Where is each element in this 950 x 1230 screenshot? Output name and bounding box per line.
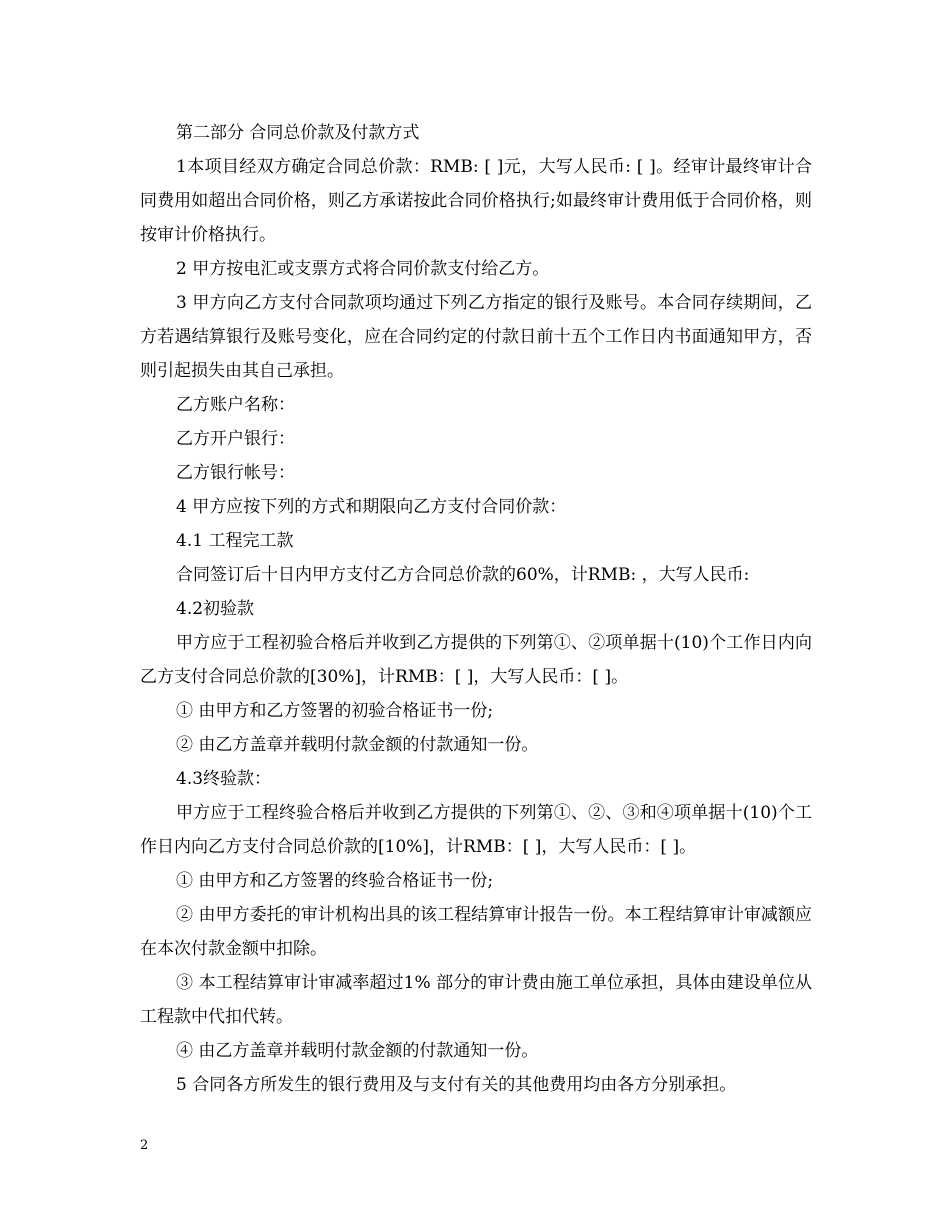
clause-4-2-item-1: ① 由甲方和乙方签署的初验合格证书一份; — [176, 701, 494, 721]
section-heading: 第二部分 合同总价款及付款方式 — [176, 123, 420, 143]
account-name-line: 乙方账户名称： — [176, 395, 295, 415]
clause-5-bank-fees: 5 合同各方所发生的银行费用及与支付有关的其他费用均由各方分别承担。 — [176, 1075, 737, 1095]
clause-4-3-item-3: ③ 本工程结算审计审减率超过1% 部分的审计费由施工单位承担，具体由建设单位从工程款中代扣代转。 — [140, 973, 812, 1027]
clause-4-1-heading: 4.1 工程完工款 — [176, 531, 294, 551]
clause-1-total-price: 1本项目经双方确定合同总价款：RMB: [ ]元，大写人民币: [ ]。经审计最终审计合同费用如超出合同价格，则乙方承诺按此合同价格执行;如最终审计费用低于合同价格，则按审计价格执行。 — [140, 157, 812, 245]
clause-4-2-text: 甲方应于工程初验合格后并收到乙方提供的下列第①、②项单据十(10)个工作日内向乙方支付合同总价款的[30%]，计RMB：[ ]，大写人民币：[ ]。 — [140, 633, 812, 687]
bank-name-line: 乙方开户银行： — [176, 429, 295, 449]
clause-4-payment-schedule: 4 甲方应按下列的方式和期限向乙方支付合同价款： — [176, 497, 567, 517]
clause-4-3-item-2: ② 由甲方委托的审计机构出具的该工程结算审计报告一份。本工程结算审计审减额应在本次付款金额中扣除。 — [140, 905, 812, 959]
account-number-line: 乙方银行帐号： — [176, 463, 295, 483]
clause-4-3-item-4: ④ 由乙方盖章并载明付款金额的付款通知一份。 — [176, 1041, 539, 1061]
clause-3-bank-account: 3 甲方向乙方支付合同款项均通过下列乙方指定的银行及账号。本合同存续期间，乙方若遇结算银行及账号变化，应在合同约定的付款日前十五个工作日内书面通知甲方，否则引起损失由其自己承担。 — [140, 293, 812, 381]
clause-4-3-text: 甲方应于工程终验合格后并收到乙方提供的下列第①、②、③和④项单据十(10)个工作日内向乙方支付合同总价款的[10%]，计RMB：[ ]，大写人民币：[ ]。 — [140, 803, 812, 857]
page-number: 2 — [140, 1138, 149, 1153]
clause-4-1-text: 合同签订后十日内甲方支付乙方合同总价款的60%，计RMB: ，大写人民币: — [176, 565, 750, 585]
clause-4-3-heading: 4.3终验款： — [176, 769, 272, 789]
clause-4-2-heading: 4.2初验款 — [176, 599, 255, 619]
clause-4-2-item-2: ② 由乙方盖章并载明付款金额的付款通知一份。 — [176, 735, 539, 755]
clause-4-3-item-1: ① 由甲方和乙方签署的终验合格证书一份; — [176, 871, 494, 891]
clause-2-payment-method: 2 甲方按电汇或支票方式将合同价款支付给乙方。 — [176, 259, 550, 279]
document-body — [140, 116, 812, 1102]
